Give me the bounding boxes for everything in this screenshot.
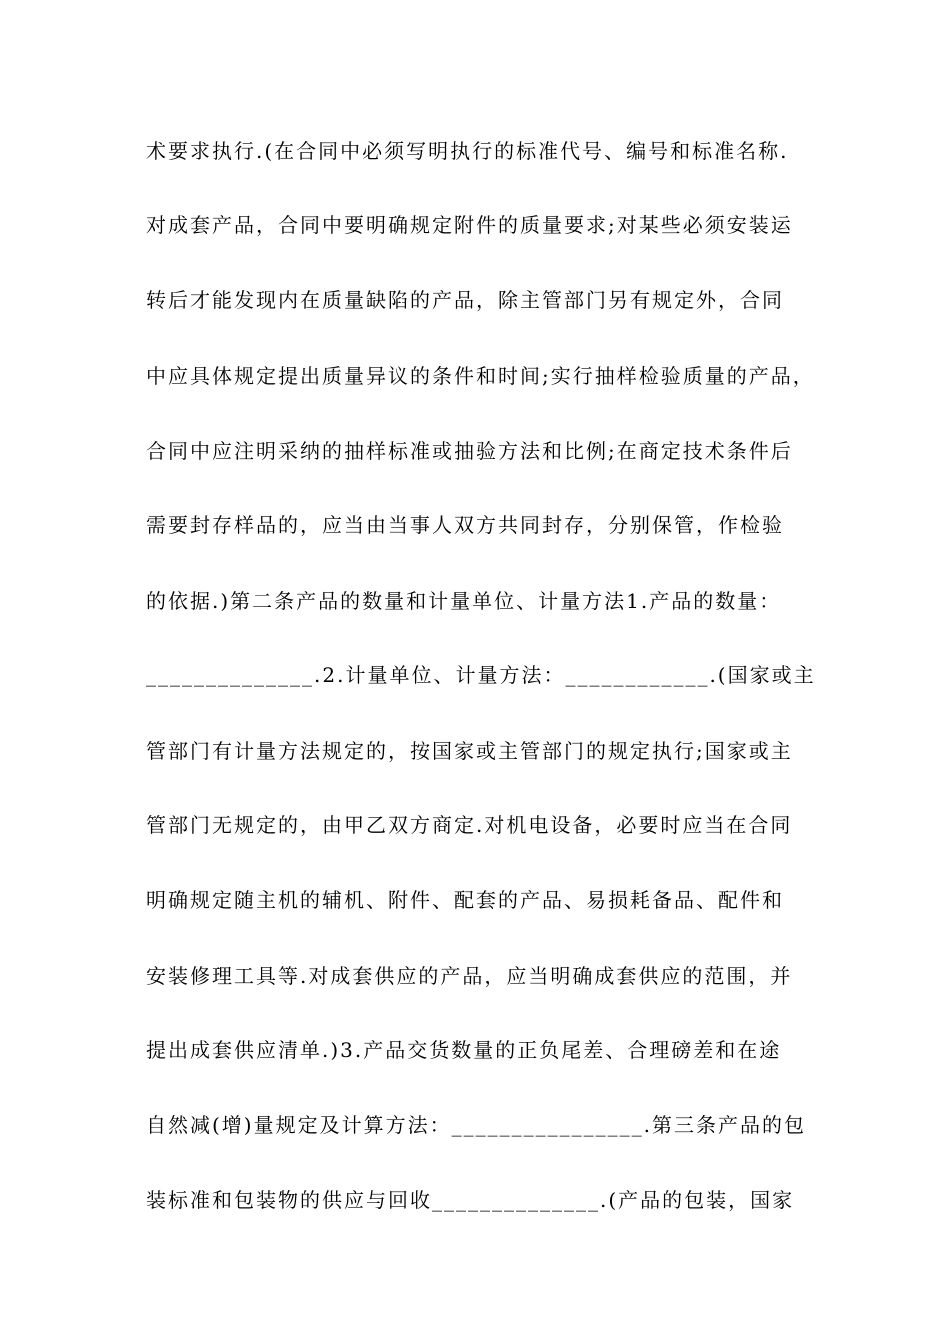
text-line: 管部门有计量方法规定的，按国家或主管部门的规定执行;国家或主 xyxy=(146,739,793,763)
text-line: 对成套产品，合同中要明确规定附件的质量要求;对某些必须安装运 xyxy=(146,213,793,237)
text-line: 中应具体规定提出质量异议的条件和时间;实行抽样检验质量的产品， xyxy=(146,364,815,388)
text-line: 提出成套供应清单.)3.产品交货数量的正负尾差、合理磅差和在途 xyxy=(146,1038,782,1062)
text-line: 管部门无规定的，由甲乙双方商定.对机电设备，必要时应当在合同 xyxy=(146,813,793,837)
text-line: 自然减(增)量规定及计算方法：________________.第三条产品的包 xyxy=(146,1113,806,1137)
text-line: 转后才能发现内在质量缺陷的产品，除主管部门另有规定外，合同 xyxy=(146,288,784,312)
text-line: 术要求执行.(在合同中必须写明执行的标准代号、编号和标准名称. xyxy=(146,139,789,163)
text-line: 需要封存样品的，应当由当事人双方共同封存，分别保管，作检验 xyxy=(146,513,784,537)
text-line: 明确规定随主机的辅机、附件、配套的产品、易损耗备品、配件和 xyxy=(146,888,784,912)
text-line: 安装修理工具等.对成套供应的产品，应当明确成套供应的范围，并 xyxy=(146,964,793,988)
text-line: 装标准和包装物的供应与回收______________.(产品的包装，国家 xyxy=(146,1188,795,1212)
text-line: ______________.2.计量单位、计量方法：____________.(国家或主 xyxy=(146,663,816,687)
text-line: 合同中应注明采纳的抽样标准或抽验方法和比例;在商定技术条件后 xyxy=(146,439,793,463)
text-line: 的依据.)第二条产品的数量和计量单位、计量方法1.产品的数量： xyxy=(146,589,782,613)
